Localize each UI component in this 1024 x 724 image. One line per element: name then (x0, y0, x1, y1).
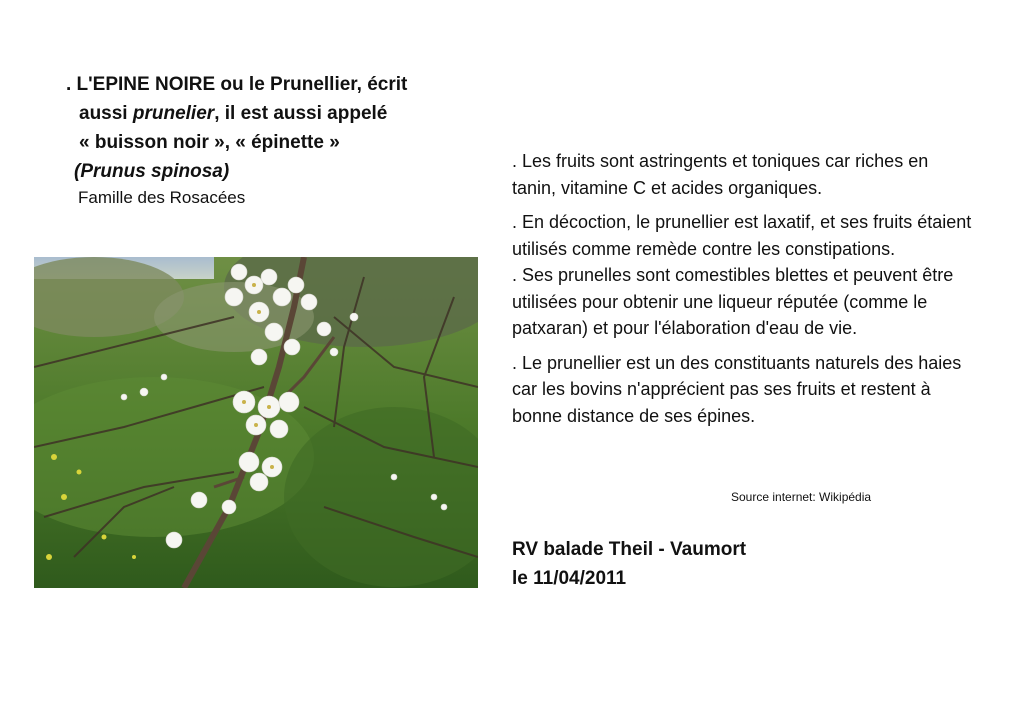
blossom-illustration (34, 257, 478, 588)
heading-line-2-b: , il est aussi appelé (214, 103, 388, 124)
blackthorn-photo (34, 257, 478, 588)
heading-alt-spelling: prunelier (132, 103, 215, 124)
event-title: RV balade Theil - Vaumort (512, 539, 747, 560)
description-text (512, 148, 972, 437)
paragraph-decoction: . En décoction, le prunellier est laxatif, et ses fruits étaient utilisés comme remède contre les constipations. (512, 212, 972, 259)
event-info (512, 535, 746, 593)
heading-line-2-a: aussi (79, 103, 133, 124)
heading-line-3: « buisson noir », « épinette » (79, 132, 340, 153)
heading-line-1-rest: ou le Prunellier, écrit (215, 74, 408, 95)
heading-common-name: . L'EPINE NOIRE (66, 74, 216, 95)
paragraph-prunelles: . Ses prunelles sont comestibles blettes et peuvent être utilisées pour obtenir une liqueur réputée (comme le patxaran) et pour l'élaboration d'eau de vie. (512, 265, 954, 338)
paragraph-fruits: . Les fruits sont astringents et toniques car riches en tanin, vitamine C et acides organiques. (512, 151, 929, 198)
heading-line-1 (66, 70, 486, 99)
species-heading (66, 70, 486, 210)
family-name: Famille des Rosacées (78, 188, 246, 207)
paragraph-haies: . Le prunellier est un des constituants naturels des haies car les bovins n'apprécient pas ses fruits et restent à bonne distance de ses épines. (512, 352, 962, 426)
latin-name: (Prunus spinosa) (74, 161, 230, 182)
event-date: le 11/04/2011 (512, 568, 627, 589)
source-credit: Source internet: Wikipédia (731, 490, 872, 504)
heading-line-2 (66, 99, 486, 128)
